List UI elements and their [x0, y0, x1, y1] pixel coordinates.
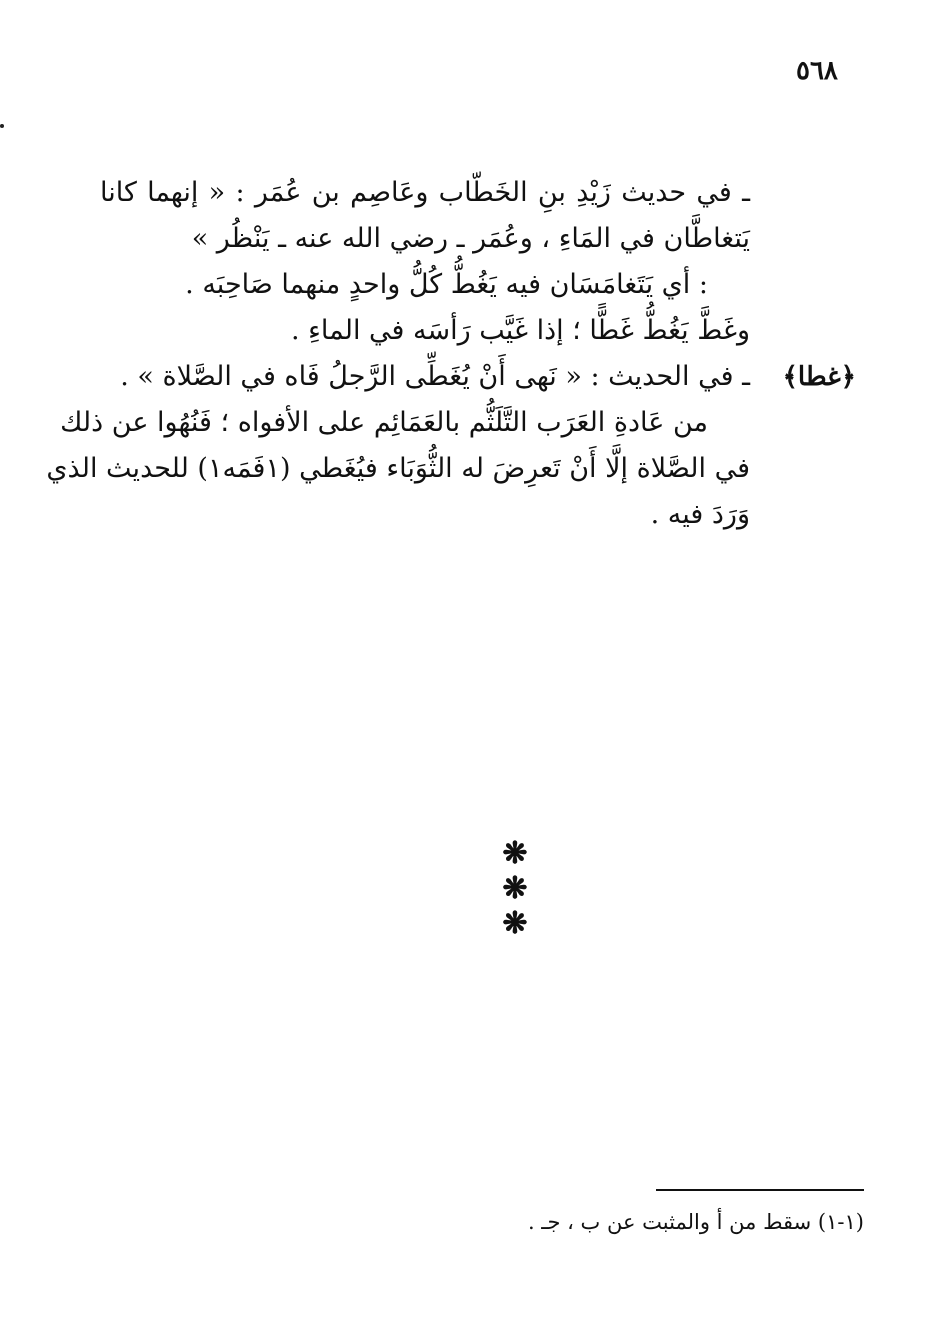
page-number: ٥٦٨: [796, 56, 838, 86]
margin-mark: [0, 124, 4, 128]
entry-line: من عَادةِ العَرَب التَّلَثُّم بالعَمَائِم على الأفواه ؛ فَنُهُوا عن ذلك: [60, 407, 708, 438]
footnote: (١-١) سقط من أ والمثبت عن ب ، جـ .: [527, 1210, 864, 1234]
entry-line: ـ في حديث زَيْدِ بنِ الخَطّاب وعَاصِم بن عُمَر : « إنهما كانا: [100, 177, 750, 208]
section-separator: ❋ ❋ ❋: [502, 836, 542, 941]
entry-line: : أي يَتَغامَسَان فيه يَغُطُّ كُلُّ واحدٍ منهما صَاحِبَه .: [185, 269, 708, 300]
entry-line: يَتغاطَّان في المَاءِ ، وعُمَر ـ رضي الله عنه ـ يَنْظُر »: [191, 223, 750, 254]
body-text: [46, 170, 750, 538]
entry-line: في الصَّلاة إلَّا أَنْ تَعرِضَ له الثُّوَبَاء فيُغَطي (١فَمَه١) للحديث الذي: [46, 453, 750, 484]
entry-headword: ﴿غطا﴾: [782, 362, 856, 392]
entry-line: وغَطَّ يَغُطُّ غَطًّا ؛ إذا غَيَّب رَأسَه في الماءِ .: [291, 315, 750, 346]
footnote-divider: [656, 1189, 864, 1191]
entry-line: ـ في الحديث : « نَهى أَنْ يُغَطِّى الرَّجلُ فَاه في الصَّلاة » .: [120, 361, 750, 392]
entry-line: وَرَدَ فيه .: [650, 499, 750, 530]
